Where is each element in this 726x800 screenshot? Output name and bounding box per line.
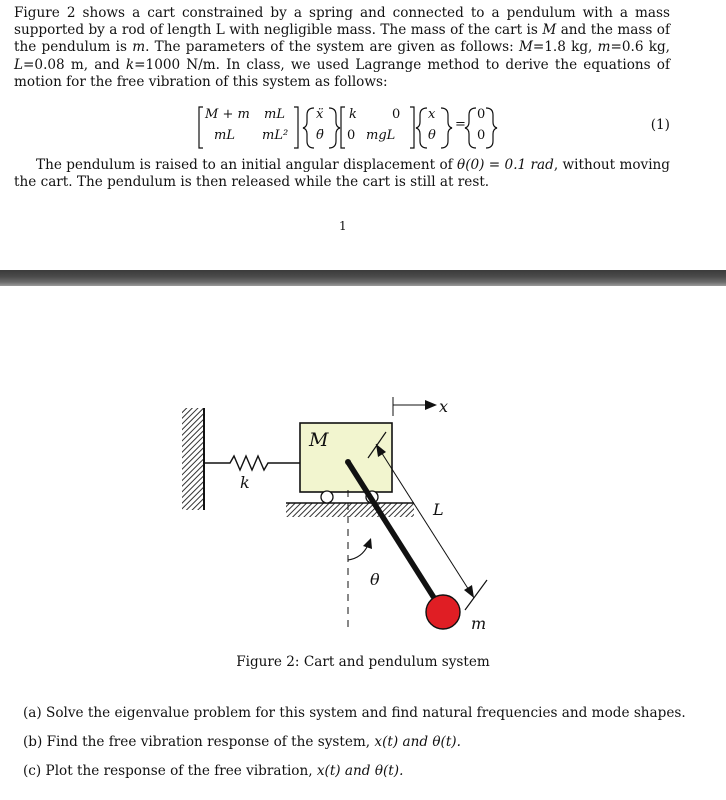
question-b <box>23 734 461 750</box>
equals-sign: = <box>455 117 466 132</box>
cart-wheel-left <box>321 491 333 503</box>
symbol-m: m <box>132 39 146 56</box>
rhs-1: 0 <box>477 107 486 122</box>
disp-theta: θ <box>428 128 436 143</box>
stiffness-b11: k <box>349 107 357 122</box>
intro-text-1: Figure 2 shows a cart constrained by a spring and connected to a pendulum with a mass supported by a rod of length L with negligible mass. The mass of the cart is <box>14 5 670 39</box>
intro-text-3: . The parameters of the system are given as follows: <box>145 39 519 56</box>
theta-arrow-head <box>363 538 372 549</box>
L-dimension-line <box>376 444 474 598</box>
para2-text-1: The pendulum is raised to an initial angular displacement of <box>36 157 458 173</box>
L-tick-bottom <box>465 580 487 610</box>
theta-label: θ <box>370 570 380 589</box>
intro-paragraph <box>14 5 670 91</box>
intro-text-4: =1.8 kg, <box>532 39 598 56</box>
question-c-math: x(t) and θ(t). <box>316 763 404 779</box>
symbol-L-value: L <box>14 56 24 73</box>
stiffness-b21: 0 <box>347 128 356 143</box>
equation-number: (1) <box>650 117 670 133</box>
L-arrow-bottom <box>464 585 474 598</box>
equation-brackets <box>0 104 726 152</box>
wall-hatching <box>182 408 204 510</box>
L-label: L <box>433 500 444 519</box>
mass-matrix-a12: mL <box>264 107 285 122</box>
mass-label: m <box>471 614 487 633</box>
question-c <box>23 763 403 779</box>
ground-hatching <box>286 503 414 517</box>
disp-x: x <box>428 107 436 122</box>
x-arrow-head <box>425 400 437 410</box>
page-number: 1 <box>339 219 347 233</box>
cart-label: M <box>309 429 329 451</box>
theta-arc <box>348 545 368 560</box>
symbol-m-value: m <box>597 39 611 56</box>
intro-text-5: =0.6 kg, <box>610 39 670 56</box>
question-a: (a) Solve the eigenvalue problem for this system and find natural frequencies and mode shapes. <box>23 705 686 721</box>
intro-text-2: and the mass of the pendulum is <box>14 22 670 56</box>
question-b-math: x(t) and θ(t). <box>374 734 461 750</box>
mass-matrix-a22: mL² <box>262 128 289 143</box>
cart-pendulum-figure <box>0 286 726 686</box>
symbol-M: M <box>542 22 557 39</box>
accel-theta: θ̈ <box>316 128 324 143</box>
stiffness-b12: 0 <box>392 107 401 122</box>
mass-matrix-a21: mL <box>214 128 235 143</box>
page-separator-bar <box>0 270 726 286</box>
initial-condition-paragraph <box>14 157 670 191</box>
mass-matrix-a11: M + m <box>205 107 250 122</box>
para2-text-2: , without moving the cart. The pendulum is then released while the cart is still at rest. <box>14 157 671 191</box>
accel-x: ẍ <box>316 107 324 122</box>
spring-label: k <box>240 473 250 492</box>
pendulum-bob <box>426 595 460 629</box>
question-b-text: (b) Find the free vibration response of the system, <box>23 734 375 750</box>
pivot <box>345 459 351 465</box>
initial-theta: θ(0) = 0.1 rad <box>457 157 554 173</box>
x-label: x <box>439 397 449 416</box>
intro-text-7: =1000 N/m. In class, we used Lagrange method to derive the equations of motion for the free vibration of this system as follows: <box>14 56 670 90</box>
question-c-text: (c) Plot the response of the free vibration, <box>23 763 317 779</box>
symbol-M-value: M <box>518 39 533 56</box>
pendulum-rod <box>348 462 443 612</box>
rhs-2: 0 <box>477 128 486 143</box>
intro-text-6: =0.08 m, and <box>23 56 126 73</box>
symbol-k-value: k <box>125 56 135 73</box>
equation-of-motion <box>0 104 726 152</box>
spring <box>204 456 300 470</box>
figure-caption: Figure 2: Cart and pendulum system <box>236 654 490 670</box>
stiffness-b22: mgL <box>366 128 396 143</box>
